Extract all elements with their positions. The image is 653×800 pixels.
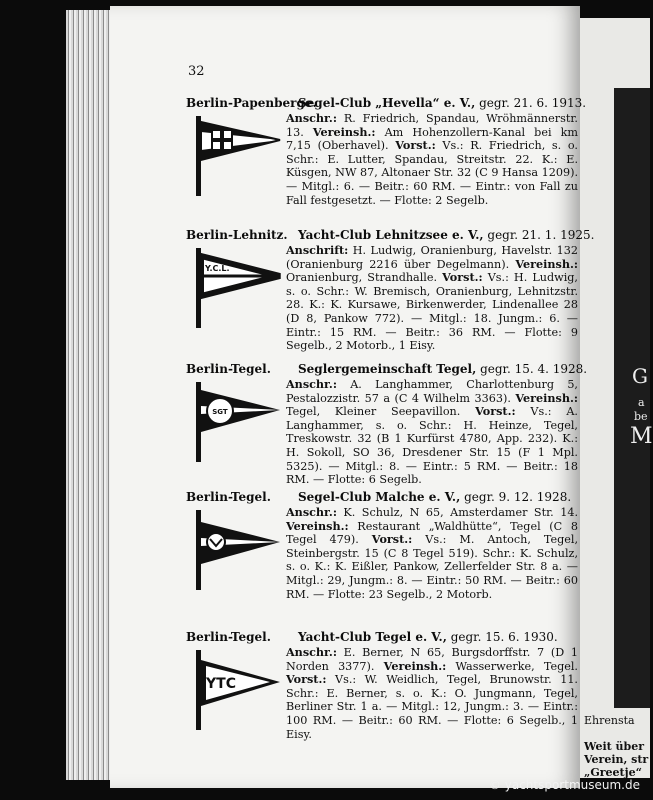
club-name: Segel-Club Malche e. V., bbox=[298, 490, 461, 504]
facing-page-fragment: Verein, str bbox=[584, 753, 649, 766]
club-founded: gegr. 21. 1. 1925. bbox=[483, 228, 595, 242]
field-value: Vs.: H. Ludwig, s. o. Schr.: W. Bremisch, Oranienburg, Lehnitzstr. 28. K.: K. Kursawe, Birkenwerder, Lindenallee 28 (D 8, Pankow 772). — Mitgl.: 18. Jungm.: 6. — Eintr.: 15 RM. — Beitr.: 36 RM. — Flotte: 9 Segelb., 2 Motorb., 1 Eisy. bbox=[286, 271, 578, 353]
club-title bbox=[298, 490, 571, 504]
club-title bbox=[298, 362, 587, 376]
club-founded: gegr. 21. 6. 1913. bbox=[475, 96, 587, 110]
club-details bbox=[286, 646, 578, 741]
club-name: Seglergemeinschaft Tegel, bbox=[298, 362, 477, 376]
club-founded: gegr. 9. 12. 1928. bbox=[460, 490, 572, 504]
facing-page-fragment: be bbox=[634, 410, 648, 423]
facing-page-fragment: G bbox=[632, 364, 648, 388]
club-name: Segel-Club „Hevella“ e. V., bbox=[298, 96, 476, 110]
pennant-label: Y.C.L. bbox=[205, 264, 230, 273]
club-location: Berlin-Papenberge. bbox=[186, 96, 317, 110]
club-pennant-icon bbox=[190, 648, 282, 730]
field-value: Vs.: R. Friedrich, s. o. Schr.: E. Lutter, Spandau, Streitstr. 22. K.: E. Küsgen, NW 87, Altonaer Str. 32 (C 9 Hansa 1209). — Mitgl.: 6. — Beitr.: 60 RM. — Eintr.: von Fall zu Fall festgesetzt. — Flotte: 2 Segelb. bbox=[286, 139, 578, 207]
field-value: Vs.: M. Antoch, Tegel, Steinbergstr. 15 (C 8 Tegel 519). Schr.: K. Schulz, s. o. K.: K. Eißler, Pankow, Zellerfelder Str. 8 a. — Mitgl.: 29, Jungm.: 8. — Eintr.: 50 RM. — Beitr.: 60 RM. — Flotte: 23 Segelb., 2 Motorb. bbox=[286, 533, 578, 601]
pennant-label: YTC bbox=[206, 676, 236, 692]
field-value: H. Ludwig, Oranienburg, Havelstr. 132 (Oranienburg 2216 über Degelmann). bbox=[286, 244, 578, 271]
field-label: Vorst.: bbox=[475, 404, 516, 419]
club-details bbox=[286, 378, 578, 487]
field-label: Vereinsh.: bbox=[286, 518, 349, 533]
field-label: Vorst.: bbox=[371, 532, 413, 547]
club-details bbox=[286, 506, 578, 601]
pennant-label: SGT bbox=[212, 408, 228, 416]
club-founded: gegr. 15. 4. 1928. bbox=[476, 362, 588, 376]
field-value: R. Friedrich, Spandau, Wröhmännerstr. 13. bbox=[286, 112, 578, 139]
field-label: Vorst.: bbox=[286, 672, 327, 687]
club-title bbox=[298, 96, 586, 110]
facing-page-fragment: „Greetje“ bbox=[584, 766, 642, 779]
page-number: 32 bbox=[188, 64, 205, 79]
field-value: E. Berner, N 65, Burgsdorffstr. 7 (D 1 Norden 3377). bbox=[286, 646, 578, 673]
club-title bbox=[298, 630, 558, 644]
field-label: Anschr.: bbox=[286, 645, 337, 659]
field-label: Anschr.: bbox=[286, 505, 337, 519]
field-label: Vereinsh.: bbox=[383, 658, 447, 673]
field-value: A. Langhammer, Charlottenburg 5, Pestalozzistr. 57 a (C 4 Wilhelm 3363). bbox=[286, 378, 578, 405]
club-name: Yacht-Club Lehnitzsee e. V., bbox=[298, 228, 484, 242]
field-label: Vereinsh.: bbox=[515, 390, 578, 405]
club-location: Berlin-Lehnitz. bbox=[186, 228, 288, 242]
club-location: Berlin-Tegel. bbox=[186, 630, 271, 644]
field-value: Vs.: A. Langhammer, s. o. Schr.: H. Heinze, Tegel, Treskowstr. 32 (B 1 Kurfürst 4780, App. 232). K.: H. Sokoll, SO 36, Dresdener Str. 15 (F 1 Mpl. 5325). — Mitgl.: 8. — Eintr.: 5 RM. — Beitr.: 18 RM. — Flotte: 6 Segelb. bbox=[286, 405, 578, 487]
field-label: Vorst.: bbox=[395, 138, 436, 153]
copyright-watermark: © yachtsportmuseum.de bbox=[488, 778, 640, 792]
field-value: Vs.: W. Weidlich, Tegel, Brunowstr. 11. Schr.: E. Berner, s. o. K.: O. Jungmann, Tegel, Berliner Str. 1 a. — Mitgl.: 12, Jungm.: 3. — Eintr.: 100 RM. — Beitr.: 60 RM. — Flotte: 6 Segelb., 1 Eisy. bbox=[286, 673, 578, 741]
club-location: Berlin-Tegel. bbox=[186, 490, 271, 504]
field-value: Oranienburg, Strandhalle. bbox=[286, 271, 443, 285]
club-location: Berlin-Tegel. bbox=[186, 362, 271, 376]
club-title bbox=[298, 228, 594, 242]
facing-page-fragment: Weit über bbox=[584, 740, 645, 753]
club-pennant-icon bbox=[190, 114, 282, 196]
club-pennant-icon bbox=[190, 246, 282, 328]
club-details bbox=[286, 244, 578, 353]
field-label: Vereinsh.: bbox=[312, 124, 376, 139]
facing-page-fragment: Ehrensta bbox=[584, 714, 635, 727]
facing-page bbox=[580, 18, 653, 779]
field-label: Anschrift: bbox=[286, 243, 349, 257]
field-label: Anschr.: bbox=[286, 111, 337, 125]
field-value: K. Schulz, N 65, Amsterdamer Str. 14. bbox=[336, 506, 578, 519]
club-details bbox=[286, 112, 578, 207]
club-founded: gegr. 15. 6. 1930. bbox=[446, 630, 558, 644]
facing-page-fragment: M bbox=[630, 424, 653, 449]
field-value: Wasserwerke, Tegel. bbox=[446, 659, 578, 673]
field-value: Am Hohenzollern-Kanal bei km 7,15 (Oberhavel). bbox=[286, 125, 578, 153]
club-name: Yacht-Club Tegel e. V., bbox=[298, 630, 447, 644]
field-value: Restaurant „Waldhütte“, Tegel (C 8 Tegel 479). bbox=[286, 519, 578, 547]
book-page-edges bbox=[66, 10, 112, 780]
field-value: Tegel, Kleiner Seepavillon. bbox=[286, 405, 476, 419]
field-label: Anschr.: bbox=[286, 377, 337, 391]
field-label: Vereinsh.: bbox=[515, 256, 578, 271]
facing-page-fragment: a bbox=[638, 396, 645, 409]
club-pennant-icon bbox=[190, 508, 282, 590]
club-pennant-icon bbox=[190, 380, 282, 462]
field-label: Vorst.: bbox=[442, 270, 483, 285]
